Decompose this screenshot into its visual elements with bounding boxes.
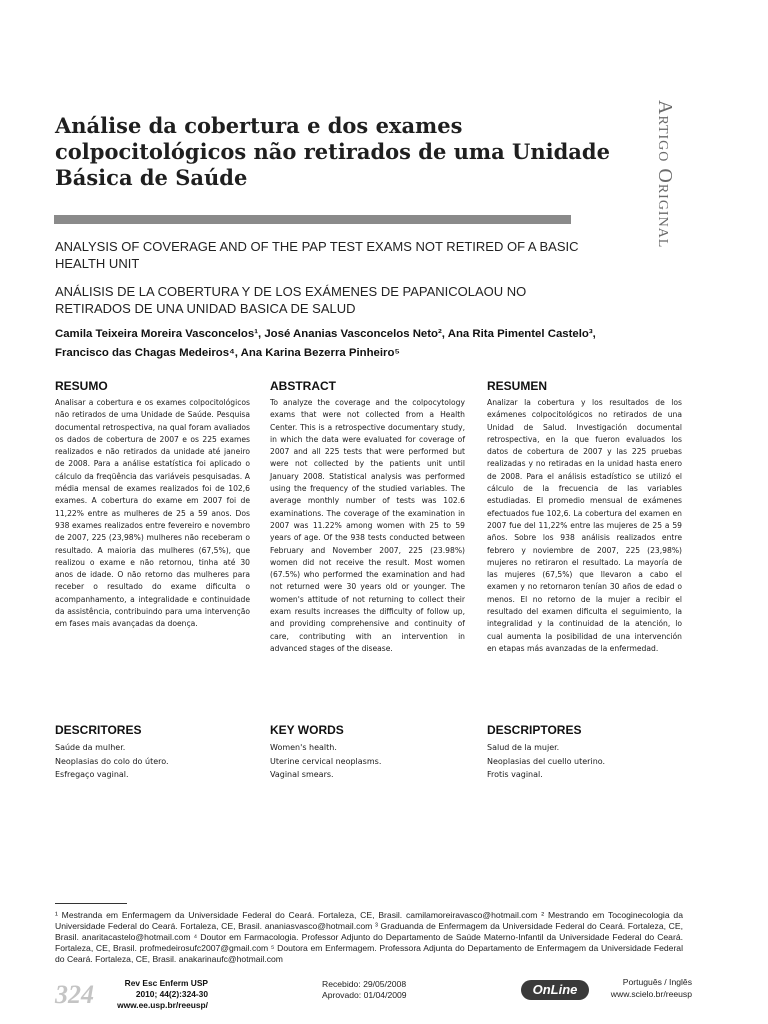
- keywords-heading-es: DESCRIPTORES: [487, 723, 582, 737]
- online-badge-logo: OnLine: [521, 980, 589, 1000]
- keywords-english: [270, 723, 465, 782]
- keyword-item: Saúde da mulher.: [55, 743, 126, 752]
- keyword-item: Uterine cervical neoplasms.: [270, 756, 382, 766]
- subtitle-english: ANALYSIS OF COVERAGE AND OF THE PAP TEST EXAMS NOT RETIRED OF A BASIC HEALTH UNIT: [55, 239, 579, 271]
- keywords-heading-pt: DESCRITORES: [55, 723, 142, 737]
- abstract-heading-pt: RESUMO: [55, 379, 108, 393]
- article-type-text: Artigo Original: [654, 100, 676, 249]
- keyword-item: Neoplasias del cuello uterino.: [487, 756, 606, 766]
- subtitle-spanish: ANÁLISIS DE LA COBERTURA Y DE LOS EXÁMENES DE PAPANICOLAOU NO RETIRADOS DE UNA UNIDAD BASICA DE SALUD: [55, 284, 527, 316]
- keyword-item: Salud de la mujer.: [487, 743, 560, 752]
- abstract-text-en: To analyze the coverage and the colpocytology exams that were not collected from a Health Center. This is a retrospective documentary study, in which the data were evaluated for coverage of 2007 and all 225 tests that were performed but were not collected by the patients unit until January 2008. Statistical analysis was performed using the frequency of the studied variables. The average monthly number of tests was 102.6 examinations. The coverage of the examination in 2007 was 11.22% among women with 25 to 59 years of age. Of the 938 tests conducted between February and November 2007, 225 (23.98%) women did not receive the result. Most women (67.5%) who performed the examination and had not returned were 30 years old or younger. The women's attitude of not returning to collect their exam results increases the difficulty of follow up, and providing comprehensive and continuity of care, contributing with an intervention in advanced stages of the disease.: [270, 398, 465, 653]
- availability-info: [592, 977, 692, 1000]
- languages-label: Português / Inglês: [622, 977, 692, 987]
- author-list: [55, 325, 685, 363]
- journal-name: Rev Esc Enferm USP: [124, 978, 208, 988]
- author-line-2: Francisco das Chagas Medeiros⁴, Ana Karina Bezerra Pinheiro⁵: [55, 347, 400, 359]
- abstract-text-pt: Analisar a cobertura e os exames colpocitológicos não retirados de uma Unidade de Saúde. Pesquisa documental retrospectiva, na qual foram avaliados os dados de cobertura de 2007 e os 225 exames realizados e não retirados da unidade até janeiro de 2008. Para a análise estatística foi aplicado o cálculo da freqüência das variáveis pesquisadas. A média mensal de exames realizados foi de 102,6 exames. A cobertura do exame em 2007 foi de 11,22% entre as mulheres de 25 a 59 anos. Dos 938 exames realizados entre fevereiro e novembro de 2007, 225 (23,98%) mulheres não receberam o resultado. A maioria das mulheres (67,5%), que realizou o exame e não retornou, tinha até 30 anos de idade. O não retorno das mulheres para receber o resultado do exame dificulta o acompanhamento, a integralidade e continuidade da assistência, contribuindo para uma intervenção em fases mais avançadas da doença.: [55, 398, 250, 629]
- journal-issue: 2010; 44(2):324-30: [135, 988, 208, 999]
- received-date: Recebido: 29/05/2008: [322, 979, 407, 989]
- approved-date: Aprovado: 01/04/2009: [322, 990, 407, 1000]
- keyword-item: Neoplasias do colo do útero.: [55, 756, 169, 766]
- keyword-item: Vaginal smears.: [270, 770, 334, 779]
- abstract-spanish: [487, 379, 682, 655]
- abstract-heading-es: RESUMEN: [487, 379, 548, 393]
- author-affiliations-footnote: ¹ Mestranda em Enfermagem da Universidade Federal do Ceará. Fortaleza, CE, Brasil. camilamoreiravasco@hotmail.com ² Mestrando em Tocoginecologia da Universidade Federal do Ceará. Fortaleza, CE, Brasil. ananiasvasco@hotmail.com ³ Graduanda de Enfermagem da Universidade Federal do Ceará. Fortaleza, CE, Brasil. anaritacastelo@hotmail.com ⁴ Doutor em Farmacologia. Professor Adjunto do Departamento de Saúde Materno-Infantil da Universidade Federal do Ceará. Fortaleza, CE, Brasil. profmedeirosufc2007@gmail.com ⁵ Doutora em Enfermagem. Professora Adjunta do Departamento de Enfermagem da Universidade Federal do Ceará. Fortaleza, CE, Brasil. anakarinaufc@hotmail.com: [55, 910, 683, 964]
- submission-dates: [322, 979, 407, 1001]
- keywords-portuguese: [55, 723, 250, 782]
- abstract-text-es: Analizar la cobertura y los resultados de los exámenes colpocitológicos no retirados de una Unidad de Salud. Investigación documental retrospectiva, en la que fueron evaluados los datos de cobertura de 2007 y las 225 pruebas realizadas y no retiradas en la unidad hasta enero de 2008. Para el análisis estadístico se utilizó el cálculo de la frecuencia de las variables estudiadas. El promedio mensual de exámenes efectuados fue 102,6. La cobertura del examen en 2007 fue del 11,22% entre las mujeres de 25 a 59 años. Sobre los 938 análisis realizados entre febrero y noviembre de 2007, 225 (23,98%) mujeres no retiraron el resultado. La mayoría de las mujeres (67,5%) que llevaron a cabo el examen y no retornaron tenían 30 años de edad o menos. El no retorno de la mujer a recibir el resultado del examen dificulta el seguimiento, la integralidad y la continuidad de la atención, lo cual aumenta la posibilidad de una intervención en etapas más avanzadas de la enfermedad.: [487, 398, 682, 653]
- page-number: 324: [55, 980, 94, 1009]
- keywords-spanish: [487, 723, 682, 782]
- abstract-heading-en: ABSTRACT: [270, 379, 336, 393]
- article-title: Análise da cobertura e dos exames colpocitológicos não retirados de uma Unidade Básica de Saúde: [55, 113, 610, 190]
- author-line-1: Camila Teixeira Moreira Vasconcelos¹, José Ananias Vasconcelos Neto², Ana Rita Pimentel Castelo³,: [55, 328, 596, 340]
- keyword-item: Frotis vaginal.: [487, 770, 543, 779]
- journal-citation: [98, 978, 208, 1010]
- article-type-label: [646, 100, 682, 270]
- journal-url[interactable]: www.ee.usp.br/reeusp/: [117, 999, 208, 1010]
- footnote-divider: [55, 903, 127, 904]
- keyword-item: Women's health.: [270, 743, 337, 752]
- title-divider: [54, 215, 571, 224]
- abstract-portuguese: [55, 379, 250, 631]
- keywords-heading-en: KEY WORDS: [270, 723, 344, 737]
- scielo-url[interactable]: www.scielo.br/reeusp: [610, 988, 692, 999]
- abstract-english: [270, 379, 465, 655]
- keyword-item: Esfregaço vaginal.: [55, 770, 129, 779]
